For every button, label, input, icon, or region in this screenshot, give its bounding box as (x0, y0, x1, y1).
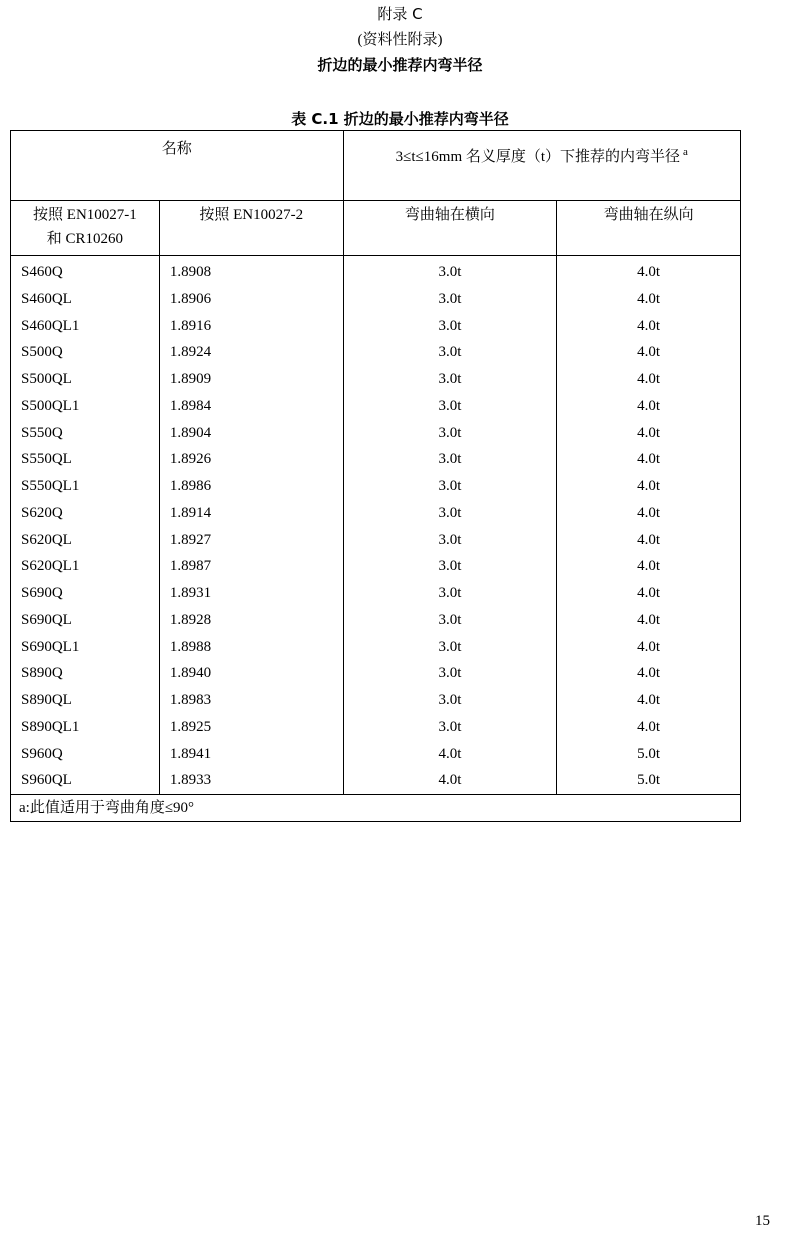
longitudinal-radius-cell: 4.0t (557, 634, 741, 661)
col-header-en10027-1-line2: 和 CR10260 (46, 231, 124, 247)
grade-cell: S550QL1 (11, 473, 160, 500)
grade-cell: S620QL (11, 527, 160, 554)
number-cell: 1.8931 (159, 580, 343, 607)
annex-heading: 折边的最小推荐内弯半径 (317, 56, 483, 74)
longitudinal-radius-cell: 5.0t (557, 767, 741, 794)
table-row (11, 660, 741, 687)
grade-cell: S500Q (11, 339, 160, 366)
longitudinal-radius-cell: 4.0t (557, 339, 741, 366)
number-cell: 1.8908 (159, 256, 343, 286)
number-cell: 1.8906 (159, 286, 343, 313)
transverse-radius-cell: 4.0t (343, 741, 557, 768)
thickness-group-label: 3≤t≤16mm 名义厚度（t）下推荐的内弯半径 (395, 149, 681, 165)
table-footnote: a:此值适用于弯曲角度≤90° (11, 795, 741, 822)
table-row (11, 366, 741, 393)
transverse-radius-cell: 3.0t (343, 339, 557, 366)
transverse-radius-cell: 3.0t (343, 714, 557, 741)
longitudinal-radius-cell: 4.0t (557, 473, 741, 500)
table-row (11, 420, 741, 447)
number-cell: 1.8986 (159, 473, 343, 500)
transverse-radius-cell: 3.0t (343, 446, 557, 473)
grade-cell: S620Q (11, 500, 160, 527)
footnote-mark: a (683, 146, 688, 158)
longitudinal-radius-cell: 4.0t (557, 420, 741, 447)
table-header-row-columns (11, 201, 741, 256)
number-cell: 1.8988 (159, 634, 343, 661)
number-cell: 1.8933 (159, 767, 343, 794)
table-row (11, 634, 741, 661)
table-row (11, 339, 741, 366)
grade-cell: S690Q (11, 580, 160, 607)
grade-cell: S960QL (11, 767, 160, 794)
grade-cell: S460QL1 (11, 313, 160, 340)
transverse-radius-cell: 3.0t (343, 634, 557, 661)
grade-cell: S890QL1 (11, 714, 160, 741)
transverse-radius-cell: 3.0t (343, 366, 557, 393)
table-row (11, 500, 741, 527)
table-row (11, 446, 741, 473)
table-row (11, 741, 741, 768)
longitudinal-radius-cell: 4.0t (557, 286, 741, 313)
table-row (11, 580, 741, 607)
transverse-radius-cell: 3.0t (343, 286, 557, 313)
transverse-radius-cell: 3.0t (343, 660, 557, 687)
transverse-radius-cell: 3.0t (343, 313, 557, 340)
table-row (11, 393, 741, 420)
grade-cell: S890Q (11, 660, 160, 687)
longitudinal-radius-cell: 4.0t (557, 256, 741, 286)
table-row (11, 607, 741, 634)
grade-cell: S500QL1 (11, 393, 160, 420)
number-cell: 1.8927 (159, 527, 343, 554)
thickness-group-header (343, 131, 740, 201)
bend-radius-table (10, 130, 741, 822)
transverse-radius-cell: 3.0t (343, 500, 557, 527)
grade-cell: S460QL (11, 286, 160, 313)
grade-cell: S690QL (11, 607, 160, 634)
longitudinal-radius-cell: 4.0t (557, 500, 741, 527)
table-row (11, 313, 741, 340)
longitudinal-radius-cell: 4.0t (557, 446, 741, 473)
table-row (11, 527, 741, 554)
transverse-radius-cell: 3.0t (343, 607, 557, 634)
col-header-en10027-1-line1: 按照 EN10027-1 (33, 207, 137, 223)
number-cell: 1.8987 (159, 553, 343, 580)
table-row (11, 256, 741, 286)
longitudinal-radius-cell: 5.0t (557, 741, 741, 768)
longitudinal-radius-cell: 4.0t (557, 313, 741, 340)
table-row (11, 553, 741, 580)
table-caption: 表 C.1 折边的最小推荐内弯半径 (291, 110, 509, 128)
table-header-row-group (11, 131, 741, 201)
longitudinal-radius-cell: 4.0t (557, 714, 741, 741)
transverse-radius-cell: 3.0t (343, 580, 557, 607)
transverse-radius-cell: 3.0t (343, 527, 557, 554)
annex-title: 附录 C (377, 5, 423, 23)
number-cell: 1.8941 (159, 741, 343, 768)
longitudinal-radius-cell: 4.0t (557, 687, 741, 714)
transverse-radius-cell: 4.0t (343, 767, 557, 794)
col-header-en10027-2: 按照 EN10027-2 (159, 201, 343, 256)
number-cell: 1.8909 (159, 366, 343, 393)
col-header-en10027-1 (11, 201, 160, 256)
number-cell: 1.8925 (159, 714, 343, 741)
longitudinal-radius-cell: 4.0t (557, 527, 741, 554)
grade-cell: S960Q (11, 741, 160, 768)
table-row (11, 473, 741, 500)
longitudinal-radius-cell: 4.0t (557, 660, 741, 687)
number-cell: 1.8928 (159, 607, 343, 634)
annex-type: (资料性附录) (357, 32, 443, 48)
grade-cell: S620QL1 (11, 553, 160, 580)
transverse-radius-cell: 3.0t (343, 687, 557, 714)
page-number: 15 (755, 1213, 770, 1229)
number-cell: 1.8926 (159, 446, 343, 473)
table-row (11, 687, 741, 714)
longitudinal-radius-cell: 4.0t (557, 607, 741, 634)
name-group-header: 名称 (11, 131, 344, 201)
grade-cell: S890QL (11, 687, 160, 714)
number-cell: 1.8940 (159, 660, 343, 687)
transverse-radius-cell: 3.0t (343, 420, 557, 447)
transverse-radius-cell: 3.0t (343, 256, 557, 286)
number-cell: 1.8914 (159, 500, 343, 527)
longitudinal-radius-cell: 4.0t (557, 366, 741, 393)
table-row (11, 286, 741, 313)
grade-cell: S690QL1 (11, 634, 160, 661)
table-footnote-row (11, 795, 741, 822)
longitudinal-radius-cell: 4.0t (557, 580, 741, 607)
transverse-radius-cell: 3.0t (343, 553, 557, 580)
col-header-transverse: 弯曲轴在横向 (343, 201, 557, 256)
grade-cell: S460Q (11, 256, 160, 286)
table-row (11, 714, 741, 741)
table-row (11, 767, 741, 794)
grade-cell: S500QL (11, 366, 160, 393)
longitudinal-radius-cell: 4.0t (557, 393, 741, 420)
grade-cell: S550QL (11, 446, 160, 473)
number-cell: 1.8924 (159, 339, 343, 366)
col-header-longitudinal: 弯曲轴在纵向 (557, 201, 741, 256)
transverse-radius-cell: 3.0t (343, 393, 557, 420)
number-cell: 1.8984 (159, 393, 343, 420)
longitudinal-radius-cell: 4.0t (557, 553, 741, 580)
number-cell: 1.8983 (159, 687, 343, 714)
number-cell: 1.8916 (159, 313, 343, 340)
transverse-radius-cell: 3.0t (343, 473, 557, 500)
grade-cell: S550Q (11, 420, 160, 447)
number-cell: 1.8904 (159, 420, 343, 447)
